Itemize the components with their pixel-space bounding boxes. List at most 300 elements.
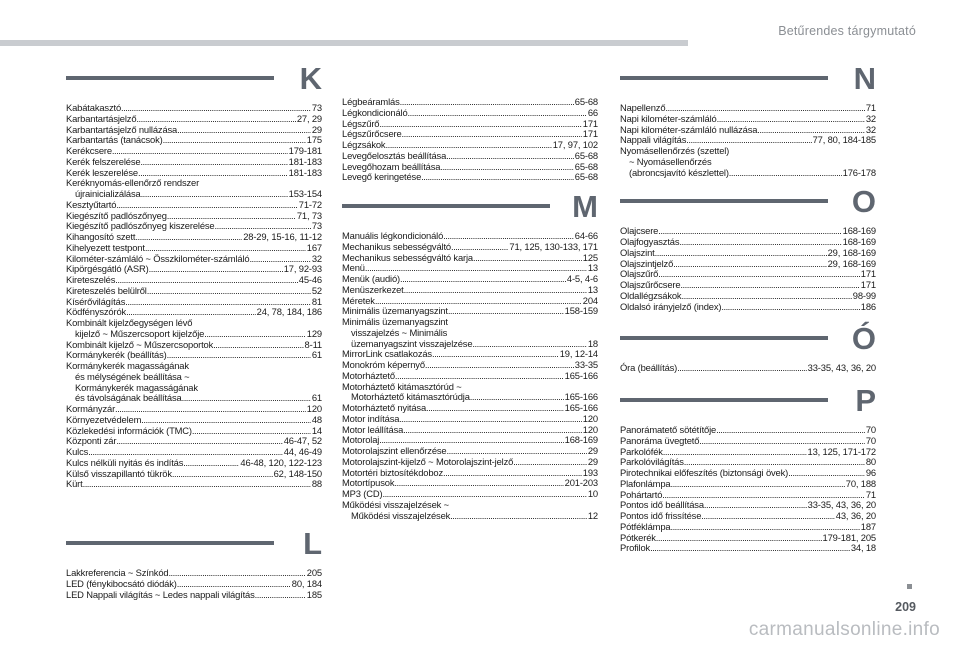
entry-pages: 168-169 xyxy=(842,225,876,237)
dot-leader xyxy=(177,579,291,590)
section-rule xyxy=(620,76,828,80)
entry-name: Olajcsere xyxy=(620,225,659,237)
entry-name: Motorolaj xyxy=(342,434,380,446)
entry-pages: 80, 184 xyxy=(291,577,322,589)
entry-name: Kireteszelés belülről xyxy=(66,284,147,296)
dot-leader xyxy=(470,392,564,403)
dot-leader xyxy=(400,274,566,285)
entry-name: Keréknyomás-ellenőrző rendszer xyxy=(66,177,200,189)
entry-name: ~ Nyomásellenőrzés xyxy=(629,155,712,167)
entry-pages: 46-48, 120, 122-123 xyxy=(240,456,322,468)
dot-leader xyxy=(115,404,306,415)
dot-leader xyxy=(394,478,563,489)
entry-name: Légbeáramlás xyxy=(342,96,400,107)
index-section xyxy=(66,61,322,490)
index-section xyxy=(620,61,876,178)
entry-name: LED (fénykibocsátó diódák) xyxy=(66,577,177,589)
page-marker xyxy=(907,584,912,589)
entry-name: Motor indítása xyxy=(342,412,400,424)
entry-name: Motorolajszint-kijelző ~ Motorolajszint-jelző xyxy=(342,455,514,467)
dot-leader xyxy=(183,458,239,469)
entry-name: Kesztyűtartó xyxy=(66,198,117,210)
dot-leader xyxy=(451,242,508,253)
index-entry xyxy=(342,371,598,382)
entry-name: Ködfényszórók xyxy=(66,306,127,318)
section-header xyxy=(620,61,876,99)
entry-pages: 120 xyxy=(582,412,598,424)
entry-name: Kiegészítő padlószőnyeg xyxy=(66,209,167,221)
entry-name: Levegőelosztás beállítása xyxy=(342,149,447,161)
entry-pages: 29, 168-169 xyxy=(827,257,876,269)
index-entry xyxy=(342,108,598,119)
section-rule xyxy=(620,336,828,340)
index-section xyxy=(342,97,598,183)
entry-pages: 8-11 xyxy=(304,338,322,350)
index-entry xyxy=(620,543,876,554)
dot-leader xyxy=(680,280,859,291)
entry-name: Parkolóvilágítás xyxy=(620,456,684,468)
entry-name: Oldalsó irányjelző (index) xyxy=(620,300,722,312)
entry-name: Közlekedési információk (TMC) xyxy=(66,424,192,436)
section-rule xyxy=(620,398,828,402)
dot-leader xyxy=(677,363,807,374)
entry-list xyxy=(620,103,876,178)
dot-leader xyxy=(141,415,311,426)
entry-name: Minimális üzemanyagszint xyxy=(342,305,448,317)
entry-name: Menük (audió) xyxy=(342,273,400,284)
dot-leader xyxy=(658,226,841,237)
section-rule xyxy=(66,541,274,545)
dot-leader xyxy=(145,243,306,254)
entry-name: Kulcs nélküli nyitás és indítás xyxy=(66,456,184,468)
dot-leader xyxy=(116,436,282,447)
dot-leader xyxy=(116,200,297,211)
section-letter: N xyxy=(853,61,876,96)
index-entry xyxy=(342,328,598,339)
entry-pages: 167 xyxy=(306,241,322,253)
entry-name: Lakkreferencia ~ Színkód xyxy=(66,567,169,578)
entry-name: Kormánykerék (beállítás) xyxy=(66,349,167,361)
entry-name: Motorháztető xyxy=(342,369,395,381)
entry-pages: 18 xyxy=(587,337,598,349)
entry-pages: 120 xyxy=(306,403,322,414)
entry-pages: 71, 125, 130-133, 171 xyxy=(509,240,598,252)
index-entry xyxy=(620,522,876,533)
dot-leader xyxy=(121,103,311,114)
dot-leader xyxy=(177,125,311,136)
index-column-2 xyxy=(342,97,598,521)
index-entry xyxy=(342,511,598,522)
entry-name: Mechanikus sebességváltó xyxy=(342,240,451,252)
dot-leader xyxy=(673,259,826,270)
entry-name: Pirotechnikai előfeszítés (biztonsági övek) xyxy=(620,467,789,478)
section-header xyxy=(342,189,598,227)
entry-pages: 171 xyxy=(860,268,876,280)
index-entry xyxy=(620,248,876,259)
entry-name: MP3 (CD) xyxy=(342,488,383,499)
entry-pages: 48 xyxy=(311,413,322,425)
entry-pages: 165-166 xyxy=(564,391,598,403)
dot-leader xyxy=(395,371,564,382)
section-letter: O xyxy=(851,184,876,220)
entry-pages: 61 xyxy=(311,349,322,361)
dot-leader xyxy=(404,285,587,296)
entry-name: Kilométer-számláló ~ Összkilométer-számláló xyxy=(66,252,250,264)
dot-leader xyxy=(448,306,564,317)
dot-leader xyxy=(679,237,841,248)
entry-pages: 71, 73 xyxy=(296,209,322,221)
entry-name: Kerék leszerelése xyxy=(66,166,138,178)
entry-name: Kihelyezett testpont xyxy=(66,241,145,253)
section-header xyxy=(620,184,876,222)
entry-name: Kireteszelés xyxy=(66,274,116,285)
entry-pages: 171 xyxy=(860,279,876,290)
entry-pages: 65-68 xyxy=(574,149,598,161)
dot-leader xyxy=(163,135,306,146)
entry-name: Kombinált kijelző ~ Műszercsoportok xyxy=(66,338,214,350)
dot-leader xyxy=(421,172,574,183)
entry-pages: 71-72 xyxy=(298,198,322,210)
entry-name: visszajelzés ~ Minimális xyxy=(351,326,448,338)
section-header xyxy=(66,526,322,564)
dot-leader xyxy=(440,162,573,173)
entry-pages: 201-203 xyxy=(564,477,598,489)
entry-list xyxy=(342,231,598,521)
index-entry xyxy=(66,372,322,383)
entry-pages: 168-169 xyxy=(842,236,876,247)
dot-leader xyxy=(670,522,859,533)
index-section xyxy=(342,189,598,521)
dot-leader xyxy=(182,393,311,404)
entry-name: Motortéri biztosítékdoboz xyxy=(342,466,443,478)
entry-pages: 10 xyxy=(587,488,598,499)
entry-pages: 165-166 xyxy=(564,402,598,413)
entry-pages: 28-29, 15-16, 11-12 xyxy=(243,231,322,242)
dot-leader xyxy=(408,108,587,119)
entry-pages: 175 xyxy=(306,134,322,146)
entry-name: Nappali világítás xyxy=(620,134,687,146)
section-letter: Ó xyxy=(851,321,876,357)
dot-leader xyxy=(656,533,822,544)
entry-name: Manuális légkondicionáló xyxy=(342,230,444,241)
entry-name: MirrorLink csatlakozás xyxy=(342,348,432,360)
entry-name: Motorháztető kitámasztórúd ~ xyxy=(342,380,462,392)
index-entry xyxy=(620,302,876,313)
entry-pages: 77, 80, 184-185 xyxy=(812,134,876,146)
entry-pages: 43, 36, 20 xyxy=(835,510,876,521)
entry-pages: 181-183 xyxy=(288,166,322,178)
entry-name: Környezetvédelem xyxy=(66,413,142,425)
entry-pages: 17, 92-93 xyxy=(283,263,322,275)
entry-pages: 33-35, 43, 36, 20 xyxy=(807,362,876,374)
entry-pages: 71 xyxy=(865,102,876,113)
entry-pages: 70, 188 xyxy=(845,477,876,489)
entry-pages: 204 xyxy=(582,294,598,306)
entry-pages: 13 xyxy=(587,283,598,295)
entry-pages: 129 xyxy=(306,327,322,339)
entry-name: Oldallégzsákok xyxy=(620,289,682,301)
dot-leader xyxy=(379,119,581,130)
entry-pages: 71 xyxy=(865,488,876,500)
index-entry xyxy=(620,114,876,125)
entry-name: Olajszűrő xyxy=(620,268,659,280)
entry-pages: 46-47, 52 xyxy=(283,435,322,447)
dot-leader xyxy=(716,425,865,436)
entry-name: Pontos idő beállítása xyxy=(620,499,704,511)
entry-name: Kabátakasztó xyxy=(66,102,122,113)
entry-name: Olajszintjelző xyxy=(620,257,674,269)
entry-name: Motorolajszint ellenőrzése xyxy=(342,445,447,456)
entry-name: Karbantartás (tanácsok) xyxy=(66,134,163,146)
index-entry xyxy=(342,500,598,511)
entry-pages: 34, 18 xyxy=(850,542,876,554)
dot-leader xyxy=(426,403,564,414)
dot-leader xyxy=(650,543,850,554)
index-section xyxy=(620,383,876,554)
entry-pages: 65-68 xyxy=(574,160,598,172)
entry-pages: 17, 97, 102 xyxy=(552,139,598,150)
entry-pages: 186 xyxy=(860,300,876,312)
section-header xyxy=(66,61,322,99)
page-header-title: Betűrendes tárgymutató xyxy=(778,24,916,38)
entry-pages: 61 xyxy=(311,392,322,404)
entry-pages: 27, 29 xyxy=(296,112,322,124)
entry-list xyxy=(620,226,876,312)
dot-leader xyxy=(681,291,851,302)
entry-pages: 44, 46-49 xyxy=(283,446,322,457)
entry-name: Menüszerkezet xyxy=(342,283,404,295)
entry-pages: 120 xyxy=(582,423,598,435)
entry-name: Kormánykerék magasságának xyxy=(75,381,198,393)
dot-leader xyxy=(141,189,288,200)
index-entry xyxy=(66,329,322,340)
entry-pages: 33-35, 43, 36, 20 xyxy=(807,499,876,511)
entry-pages: 32 xyxy=(865,123,876,135)
section-rule xyxy=(66,76,274,80)
entry-name: Kulcs xyxy=(66,446,89,457)
entry-name: Működési visszajelzések ~ xyxy=(342,498,449,510)
dot-leader xyxy=(255,590,306,601)
entry-name: Plafonlámpa xyxy=(620,477,671,489)
dot-leader xyxy=(432,349,559,360)
index-entry xyxy=(342,172,598,183)
entry-name: Légszűrőcsere xyxy=(342,128,402,140)
index-entry xyxy=(66,157,322,168)
dot-leader xyxy=(403,425,582,436)
entry-name: Motor leállítása xyxy=(342,423,404,435)
entry-name: Kihangosító szett xyxy=(66,231,136,242)
entry-name: újrainicializálása xyxy=(75,188,141,199)
entry-pages: 12 xyxy=(587,509,598,521)
entry-name: üzemanyagszint visszajelzése xyxy=(351,337,473,349)
entry-name: Nyomásellenőrzés (szettel) xyxy=(620,145,730,156)
entry-pages: 98-99 xyxy=(852,289,876,301)
entry-name: és távolságának beállítása xyxy=(75,392,182,404)
entry-pages: 73 xyxy=(311,220,322,232)
entry-name: Légkondicionáló xyxy=(342,106,408,118)
dot-leader xyxy=(701,511,835,522)
index-entry xyxy=(620,259,876,270)
entry-name: Pótféklámpa xyxy=(620,520,671,532)
entry-name: Kiegészítő padlószőnyeg kiszerelése xyxy=(66,220,215,232)
entry-name: Parkolófék xyxy=(620,445,663,457)
entry-pages: 62, 148-150 xyxy=(273,467,322,479)
entry-pages: 32 xyxy=(865,112,876,124)
dot-leader xyxy=(425,360,574,371)
entry-pages: 19, 12-14 xyxy=(559,348,598,360)
entry-name: (abroncsjavító készlettel) xyxy=(629,166,729,178)
entry-pages: 179-181, 205 xyxy=(822,531,876,543)
section-letter: M xyxy=(572,189,598,224)
entry-name: Külső visszapillantó tükrök xyxy=(66,467,172,479)
entry-pages: 187 xyxy=(860,520,876,532)
entry-name: Pohártartó xyxy=(620,488,663,500)
dot-leader xyxy=(213,340,303,351)
index-entry xyxy=(620,363,876,374)
entry-name: Napi kilométer-számláló xyxy=(620,112,717,124)
entry-name: Karbantartásjelző nullázása xyxy=(66,123,178,135)
entry-pages: 13, 125, 171-172 xyxy=(807,445,876,457)
entry-name: Méretek xyxy=(342,294,375,306)
entry-pages: 32 xyxy=(311,252,322,264)
dot-leader xyxy=(450,511,587,522)
entry-pages: 168-169 xyxy=(564,434,598,446)
dot-leader xyxy=(135,232,242,243)
index-entry xyxy=(66,286,322,297)
section-letter: P xyxy=(855,383,876,418)
entry-pages: 171 xyxy=(582,128,598,140)
entry-pages: 64-66 xyxy=(574,230,598,241)
entry-name: Olajfogyasztás xyxy=(620,236,680,247)
dot-leader xyxy=(655,248,827,259)
entry-name: Kürt xyxy=(66,478,83,490)
entry-pages: 176-178 xyxy=(842,166,876,178)
entry-name: Működési visszajelzések xyxy=(351,509,451,521)
entry-name: Központi zár xyxy=(66,435,117,447)
section-header xyxy=(620,321,876,359)
dot-leader xyxy=(140,157,287,168)
watermark: carmanualsonline.info xyxy=(748,619,940,640)
index-entry xyxy=(342,414,598,425)
index-entry xyxy=(620,168,876,179)
dot-leader xyxy=(670,479,844,490)
entry-pages: 185 xyxy=(306,588,322,600)
entry-pages: 29, 168-169 xyxy=(827,246,876,258)
header-bar xyxy=(0,40,688,46)
entry-pages: 65-68 xyxy=(574,171,598,183)
entry-pages: 165-166 xyxy=(564,369,598,381)
entry-name: Levegő keringetése xyxy=(342,171,422,183)
entry-name: LED Nappali világítás ~ Ledes nappali világítás xyxy=(66,588,255,600)
dot-leader xyxy=(704,500,807,511)
index-entry xyxy=(342,253,598,264)
dot-leader xyxy=(729,168,842,179)
dot-leader xyxy=(399,414,581,425)
entry-pages: 179-181 xyxy=(288,145,322,156)
entry-pages: 13 xyxy=(587,262,598,274)
entry-pages: 29 xyxy=(587,445,598,456)
index-entry xyxy=(66,579,322,590)
entry-name: Panoráma üvegtető xyxy=(620,434,700,446)
entry-name: Légzsákok xyxy=(342,139,386,150)
dot-leader xyxy=(473,253,582,264)
entry-name: Napellenző xyxy=(620,102,666,113)
dot-leader xyxy=(172,469,273,480)
entry-name: Pontos idő frissítése xyxy=(620,510,702,521)
entry-name: Minimális üzemanyagszint xyxy=(342,316,448,327)
dot-leader xyxy=(83,479,311,490)
index-entry xyxy=(66,590,322,601)
entry-pages: 81 xyxy=(311,295,322,307)
index-section xyxy=(620,321,876,374)
dot-leader xyxy=(699,436,865,447)
entry-name: Karbantartásjelző xyxy=(66,112,137,124)
index-entry xyxy=(66,458,322,469)
entry-name: Kombinált kijelzőegységen lévő xyxy=(66,317,193,328)
index-section xyxy=(620,184,876,312)
entry-name: Levegőhozam beállítása xyxy=(342,160,441,172)
index-entry xyxy=(620,479,876,490)
dot-leader xyxy=(513,457,587,468)
index-entry xyxy=(66,479,322,490)
entry-name: Monokróm képernyő xyxy=(342,359,425,370)
entry-name: Napi kilométer-számláló nullázása xyxy=(620,123,758,135)
entry-pages: 29 xyxy=(311,123,322,135)
entry-pages: 80 xyxy=(865,456,876,468)
entry-pages: 193 xyxy=(582,466,598,478)
entry-pages: 153-154 xyxy=(288,188,322,199)
entry-name: Kerék felszerelése xyxy=(66,155,141,167)
entry-name: Kerékcsere xyxy=(66,145,112,156)
dot-leader xyxy=(400,97,574,108)
entry-pages: 73 xyxy=(311,102,322,113)
entry-pages: 52 xyxy=(311,284,322,296)
index-entry xyxy=(620,157,876,168)
entry-name: Profilok xyxy=(620,542,651,554)
entry-pages: 45-46 xyxy=(298,274,322,285)
entry-pages: 4-5, 4-6 xyxy=(566,273,598,284)
entry-name: Pótkerék xyxy=(620,531,656,543)
section-rule xyxy=(620,199,828,203)
section-letter: L xyxy=(303,526,322,561)
section-header xyxy=(620,383,876,421)
entry-pages: 65-68 xyxy=(574,96,598,107)
dot-leader xyxy=(446,151,574,162)
entry-pages: 70 xyxy=(865,434,876,446)
entry-pages: 96 xyxy=(865,467,876,478)
dot-leader xyxy=(168,568,305,579)
entry-name: és mélységének beállítása ~ xyxy=(75,370,190,382)
index-entry xyxy=(342,285,598,296)
index-entry xyxy=(342,457,598,468)
index-section xyxy=(66,526,322,600)
entry-name: Kormánykerék magasságának xyxy=(66,360,189,371)
entry-list xyxy=(66,568,322,600)
dot-leader xyxy=(717,114,865,125)
entry-name: Motorháztető nyitása xyxy=(342,402,427,413)
index-entry xyxy=(620,291,876,302)
entry-name: Menü xyxy=(342,262,365,274)
dot-leader xyxy=(658,269,860,280)
index-entry xyxy=(342,425,598,436)
entry-pages: 88 xyxy=(311,478,322,490)
index-entry xyxy=(66,200,322,211)
entry-pages: 125 xyxy=(582,251,598,263)
dot-leader xyxy=(204,329,306,340)
entry-name: Olajszűrőcsere xyxy=(620,279,681,290)
entry-pages: 171 xyxy=(582,117,598,129)
index-entry xyxy=(620,436,876,447)
